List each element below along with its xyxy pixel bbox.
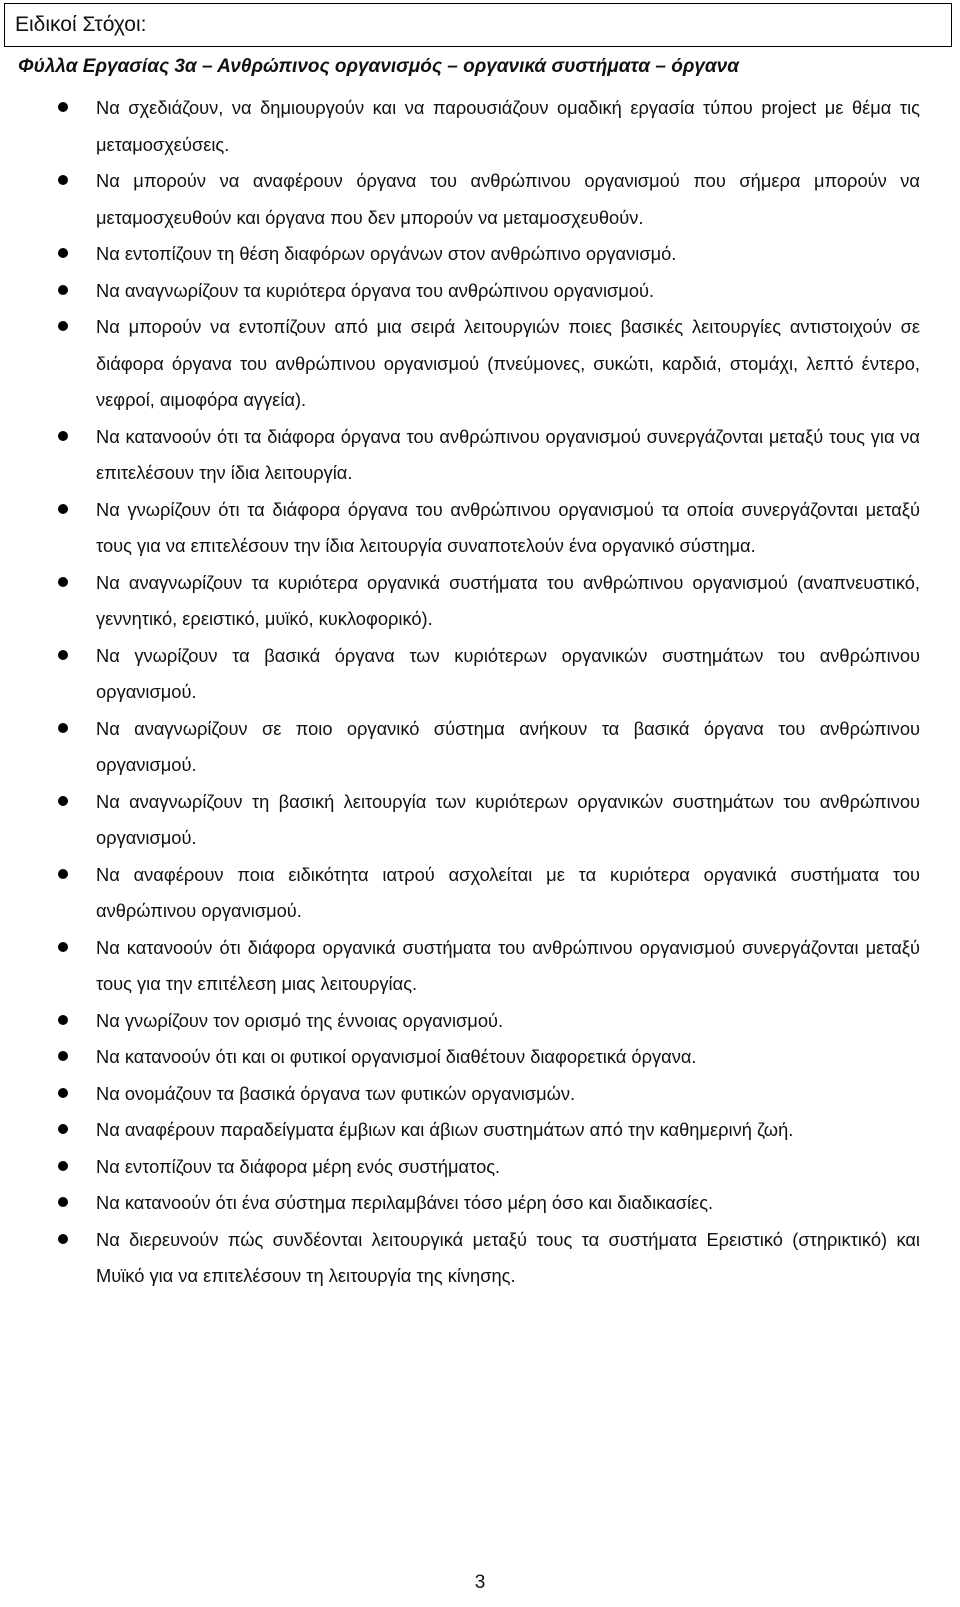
list-item <box>0 419 960 492</box>
bullet-icon <box>58 248 68 258</box>
bullet-icon <box>58 869 68 879</box>
header-box <box>4 3 952 47</box>
list-item <box>0 711 960 784</box>
bullet-icon <box>58 1015 68 1025</box>
goal-text: Να γνωρίζουν ότι τα διάφορα όργανα του ανθρώπινου οργανισμού τα οποία συνεργάζονται μεταξύ τους για να επιτελέσουν την ίδια λειτουργία συναποτελούν ένα οργανικό σύστημα. <box>96 498 920 556</box>
goal-text: Να γνωρίζουν τον ορισμό της έννοιας οργανισμού. <box>96 1009 504 1031</box>
worksheet-title: Φύλλα Εργασίας 3α – Ανθρώπινος οργανισμός – οργανικά συστήματα – όργανα <box>18 56 740 77</box>
list-item <box>0 236 960 273</box>
goal-text: Να κατανοούν ότι και οι φυτικοί οργανισμοί διαθέτουν διαφορετικά όργανα. <box>96 1046 697 1067</box>
goal-text: Να διερευνούν πώς συνδέονται λειτουργικά μεταξύ τους τα συστήματα Ερειστικό (στηρικτικό) και Μυϊκό για να επιτελέσουν τη λειτουργία της κίνησης. <box>96 1228 920 1286</box>
list-item <box>0 163 960 236</box>
bullet-icon <box>58 504 68 514</box>
goal-text: Να αναφέρουν ποια ειδικότητα ιατρού ασχολείται με τα κυριότερα οργανικά συστήματα του ανθρώπινου οργανισμού. <box>96 863 920 921</box>
goal-text: Να εντοπίζουν τα διάφορα μέρη ενός συστήματος. <box>96 1155 501 1177</box>
list-item <box>0 1076 960 1113</box>
list-item <box>0 492 960 565</box>
goal-text: Να αναφέρουν παραδείγματα έμβιων και άβιων συστημάτων από την καθημερινή ζωή. <box>96 1119 794 1140</box>
goal-text: Να σχεδιάζουν, να δημιουργούν και να παρουσιάζουν ομαδική εργασία τύπου project με θέμα τις μεταμοσχεύσεις. <box>96 97 920 155</box>
goal-text: Να γνωρίζουν τα βασικά όργανα των κυριότερων οργανικών συστημάτων του ανθρώπινου οργανισμού. <box>96 644 920 702</box>
list-item <box>0 1003 960 1040</box>
bullet-icon <box>58 1088 68 1098</box>
goals-list <box>0 90 960 1295</box>
list-item <box>0 1185 960 1222</box>
goal-text: Να κατανοούν ότι διάφορα οργανικά συστήματα του ανθρώπινου οργανισμού συνεργάζονται μεταξύ τους για την επιτέλεση μιας λειτουργίας. <box>96 936 920 994</box>
goal-text: Να μπορούν να εντοπίζουν από μια σειρά λειτουργιών ποιες βασικές λειτουργίες αντιστοιχούν σε διάφορα όργανα του ανθρώπινου οργανισμού (πνεύμονες, συκώτι, καρδιά, στομάχι, λεπτό έντερο, νεφροί, αιμοφόρα αγγεία). <box>96 316 920 410</box>
bullet-icon <box>58 577 68 587</box>
goal-text: Να αναγνωρίζουν τη βασική λειτουργία των κυριότερων οργανικών συστημάτων του ανθρώπινου οργανισμού. <box>96 790 920 848</box>
list-item <box>0 1149 960 1186</box>
page-number: 3 <box>474 1572 486 1593</box>
goal-text: Να κατανοούν ότι τα διάφορα όργανα του ανθρώπινου οργανισμού συνεργάζονται μεταξύ τους για να επιτελέσουν την ίδια λειτουργία. <box>96 425 920 483</box>
list-item <box>0 565 960 638</box>
goal-text: Να μπορούν να αναφέρουν όργανα του ανθρώπινου οργανισμού που σήμερα μπορούν να μεταμοσχευθούν και όργανα που δεν μπορούν να μεταμοσχευθούν. <box>96 170 920 228</box>
section-title: Ειδικοί Στόχοι: <box>15 13 147 36</box>
goal-text: Να ονομάζουν τα βασικά όργανα των φυτικών οργανισμών. <box>96 1082 576 1104</box>
bullet-icon <box>58 431 68 441</box>
bullet-icon <box>58 1051 68 1061</box>
goal-text: Να κατανοούν ότι ένα σύστημα περιλαμβάνει τόσο μέρη όσο και διαδικασίες. <box>96 1192 714 1213</box>
bullet-icon <box>58 1124 68 1134</box>
bullet-icon <box>58 796 68 806</box>
goal-text: Να αναγνωρίζουν σε ποιο οργανικό σύστημα ανήκουν τα βασικά όργανα του ανθρώπινου οργανισμού. <box>96 717 920 775</box>
list-item <box>0 1222 960 1295</box>
goal-text: Να εντοπίζουν τη θέση διαφόρων οργάνων στον ανθρώπινο οργανισμό. <box>96 243 677 264</box>
bullet-icon <box>58 1197 68 1207</box>
list-item <box>0 857 960 930</box>
goal-text: Να αναγνωρίζουν τα κυριότερα οργανικά συστήματα του ανθρώπινου οργανισμού (αναπνευστικό, γεννητικό, ερειστικό, μυϊκό, κυκλοφορικό). <box>96 571 920 629</box>
bullet-icon <box>58 650 68 660</box>
bullet-icon <box>58 942 68 952</box>
bullet-icon <box>58 723 68 733</box>
bullet-icon <box>58 1161 68 1171</box>
list-item <box>0 638 960 711</box>
bullet-icon <box>58 1234 68 1244</box>
bullet-icon <box>58 285 68 295</box>
bullet-icon <box>58 102 68 112</box>
list-item <box>0 784 960 857</box>
list-item <box>0 1039 960 1076</box>
bullet-icon <box>58 321 68 331</box>
goal-text: Να αναγνωρίζουν τα κυριότερα όργανα του ανθρώπινου οργανισμού. <box>96 279 655 301</box>
list-item <box>0 90 960 163</box>
list-item <box>0 309 960 419</box>
list-item <box>0 930 960 1003</box>
list-item <box>0 273 960 310</box>
bullet-icon <box>58 175 68 185</box>
list-item <box>0 1112 960 1149</box>
